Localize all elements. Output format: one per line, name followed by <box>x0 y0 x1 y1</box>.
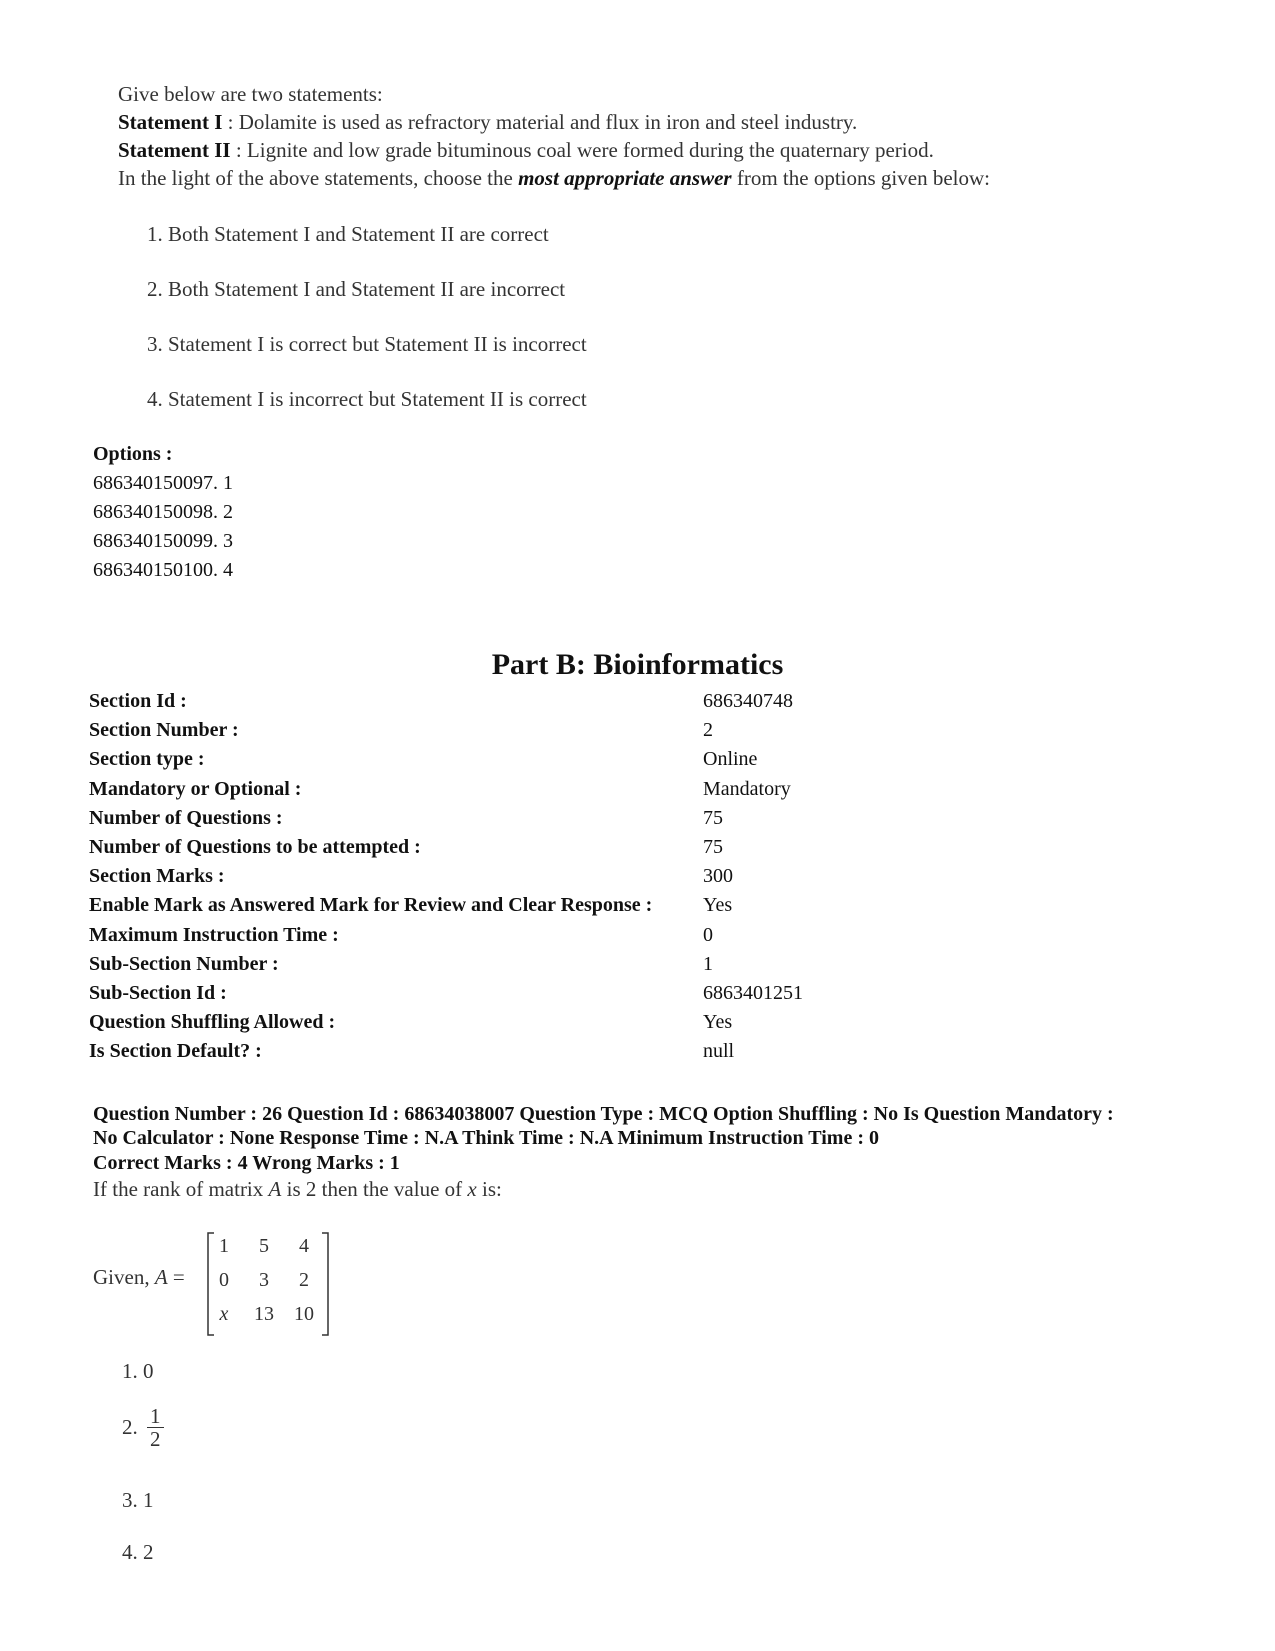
info-label: Mandatory or Optional : <box>89 777 302 800</box>
info-value: null <box>703 1040 735 1063</box>
answer-option-1: 1. 0 <box>122 1359 154 1383</box>
option-item: 686340150099. 3 <box>93 530 233 552</box>
answer-option-3: 3. 1 <box>122 1488 154 1512</box>
info-value: Mandatory <box>703 777 791 800</box>
statement-2 <box>118 136 1238 164</box>
statement-2-text: : Lignite and low grade bituminous coal were formed during the quaternary period. <box>230 138 934 162</box>
info-value: 75 <box>703 806 723 829</box>
question-text-middle: is 2 then the value of <box>281 1177 468 1201</box>
info-label: Enable Mark as Answered Mark for Review and Clear Response : <box>89 894 653 917</box>
question-meta-line-1: Question Number : 26 Question Id : 68634038007 Question Type : MCQ Option Shuffling : No Is Question Mandatory : <box>93 1103 1114 1125</box>
info-label: Section Marks : <box>89 865 225 888</box>
info-label: Maximum Instruction Time : <box>89 923 339 946</box>
choice-item: 2. Both Statement I and Statement II are incorrect <box>147 277 566 301</box>
question-text-after: is: <box>476 1177 502 1201</box>
info-value: 6863401251 <box>703 981 803 1004</box>
option-item: 686340150098. 2 <box>93 501 233 523</box>
info-value: Yes <box>703 894 733 917</box>
statement-1 <box>118 108 1238 136</box>
x-variable: x <box>467 1177 477 1201</box>
question-text-before: If the rank of matrix <box>93 1177 269 1201</box>
instruction-text <box>118 164 1238 192</box>
matrix-cell: 13 <box>254 1303 274 1325</box>
options-block <box>93 440 233 585</box>
choice-item: 1. Both Statement I and Statement II are correct <box>147 222 549 246</box>
matrix-cell: 0 <box>219 1269 229 1291</box>
info-label: Number of Questions to be attempted : <box>89 835 421 858</box>
fraction-denominator: 2 <box>150 1427 161 1451</box>
info-value: Online <box>703 748 758 771</box>
info-label: Number of Questions : <box>89 806 283 829</box>
question-meta <box>93 1102 1243 1150</box>
matrix-grid <box>206 1231 328 1335</box>
part-title: Part B: Bioinformatics <box>491 648 784 681</box>
info-label: Section Id : <box>89 690 187 712</box>
matrix-cell: 2 <box>299 1269 309 1291</box>
choice-item: 4. Statement I is incorrect but Statement II is correct <box>147 387 587 411</box>
answer-option-2-prefix: 2. <box>122 1415 138 1439</box>
given-variable: A <box>154 1265 168 1289</box>
statement-1-label: Statement I <box>118 110 223 134</box>
answer-option-2 <box>122 1405 164 1450</box>
info-value: Yes <box>703 1011 733 1034</box>
question-text <box>93 1177 502 1202</box>
given-label <box>93 1265 185 1290</box>
info-label: Question Shuffling Allowed : <box>89 1011 336 1034</box>
instruction-before: In the light of the above statements, choose the <box>118 166 519 190</box>
info-value: 686340748 <box>703 690 793 712</box>
info-label: Sub-Section Id : <box>89 981 227 1004</box>
question-marks: Correct Marks : 4 Wrong Marks : 1 <box>93 1152 400 1174</box>
question-meta-line-2: No Calculator : None Response Time : N.A Think Time : N.A Minimum Instruction Time : 0 <box>93 1127 879 1149</box>
matrix-cell: 4 <box>299 1235 309 1257</box>
intro-text: Give below are two statements: <box>118 82 383 106</box>
given-equals: = <box>167 1265 185 1289</box>
instruction-after: from the options given below: <box>731 166 990 190</box>
statement-1-text: : Dolamite is used as refractory material and flux in iron and steel industry. <box>222 110 858 134</box>
info-value: 75 <box>703 835 723 858</box>
statement-2-label: Statement II <box>118 138 231 162</box>
info-label: Sub-Section Number : <box>89 952 279 975</box>
option-item: 686340150097. 1 <box>93 472 233 494</box>
info-value: 2 <box>703 719 713 742</box>
instruction-emphasis: most appropriate answer <box>518 166 732 190</box>
matrix-cell: 5 <box>259 1235 269 1257</box>
fraction <box>147 1405 164 1450</box>
answer-option-4: 4. 2 <box>122 1540 154 1564</box>
matrix-cell: 10 <box>294 1303 314 1325</box>
info-label: Section Number : <box>89 719 239 742</box>
info-label: Section type : <box>89 748 205 771</box>
matrix-cell: x <box>219 1303 229 1325</box>
info-value: 0 <box>703 923 713 946</box>
statement-choices <box>147 222 587 442</box>
option-item: 686340150100. 4 <box>93 559 233 581</box>
matrix-cell: 1 <box>219 1235 229 1257</box>
given-prefix: Given, <box>93 1265 155 1289</box>
info-value: 1 <box>703 952 713 975</box>
matrix-variable: A <box>268 1177 282 1201</box>
info-value: 300 <box>703 865 733 888</box>
choice-item: 3. Statement I is correct but Statement II is incorrect <box>147 332 587 356</box>
fraction-numerator: 1 <box>147 1405 164 1428</box>
matrix-cell: 3 <box>259 1269 269 1291</box>
question-statements <box>118 80 1238 192</box>
options-heading: Options : <box>93 443 173 465</box>
info-label: Is Section Default? : <box>89 1040 262 1063</box>
